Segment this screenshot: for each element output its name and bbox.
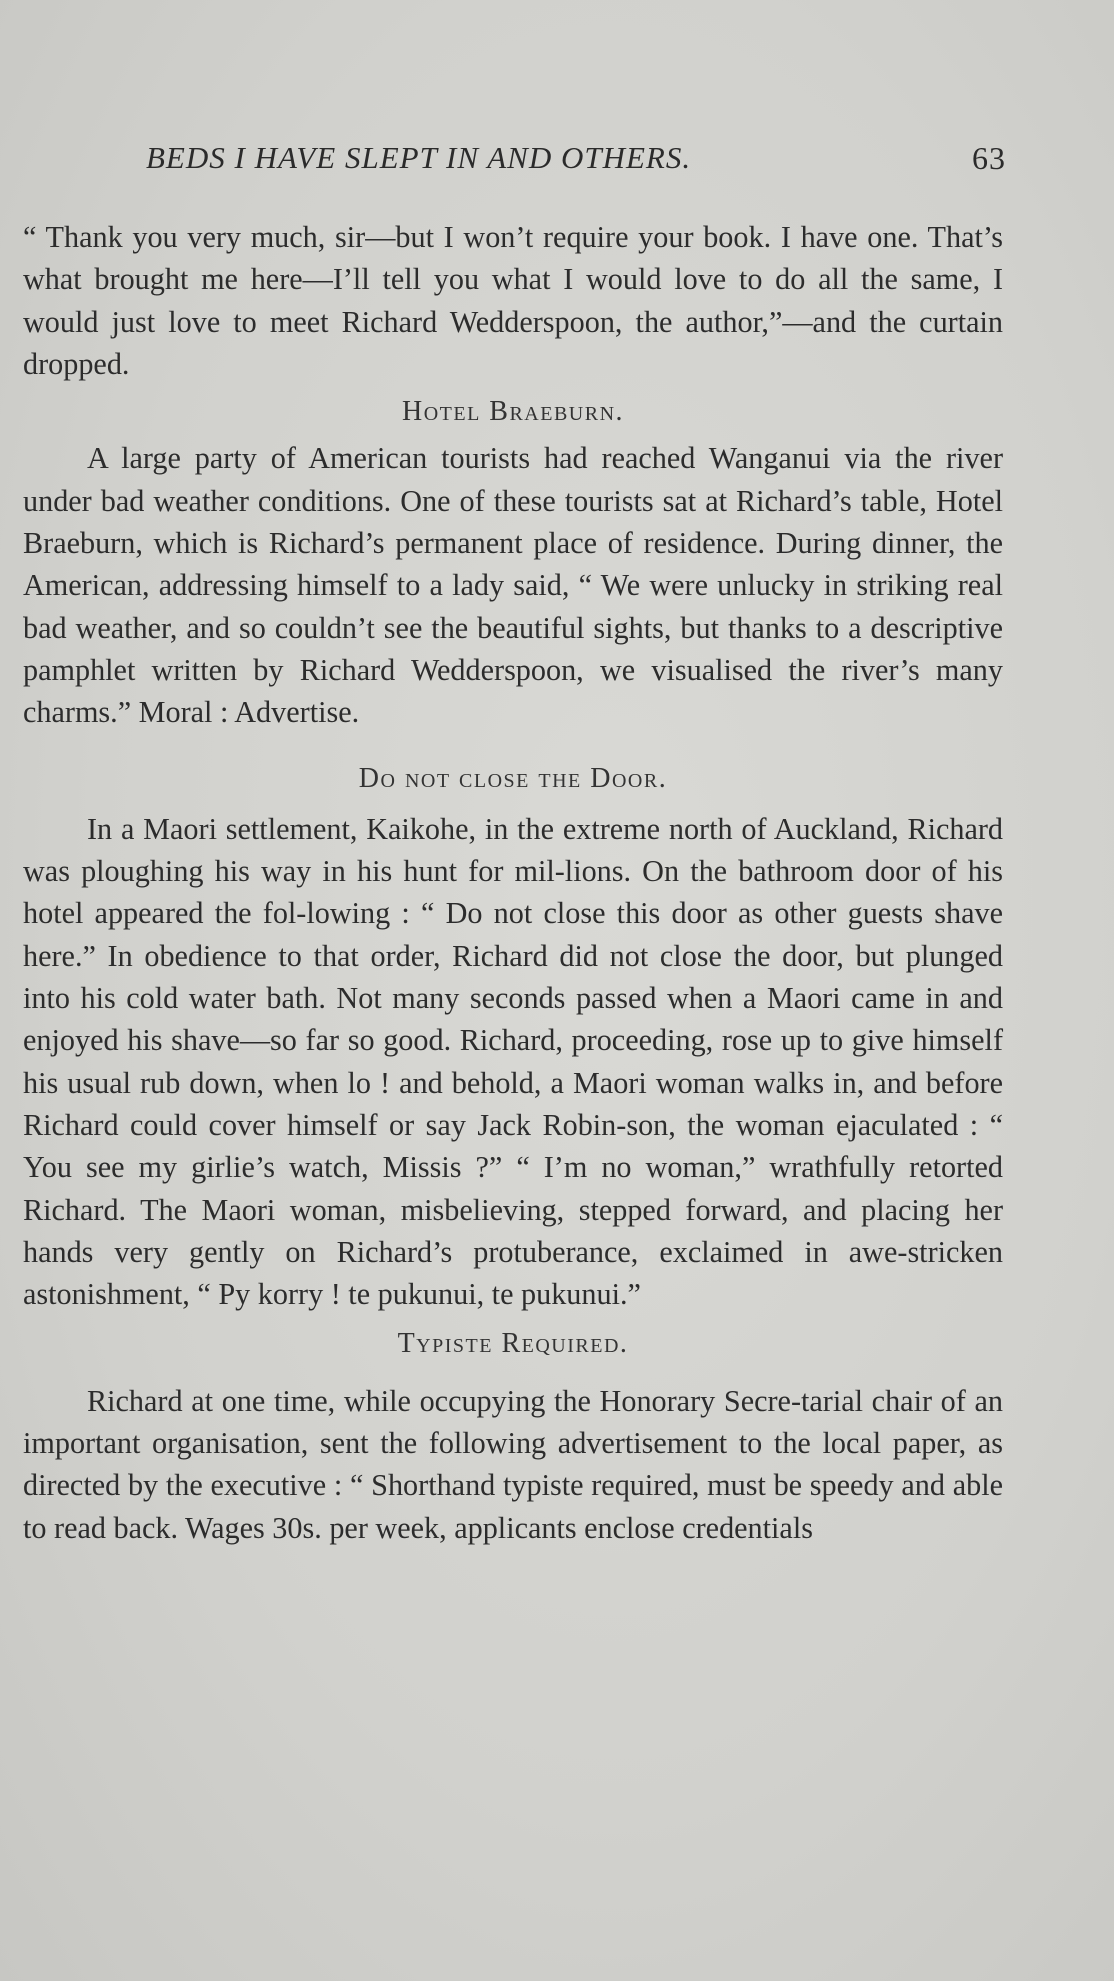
section-heading-do-not-close: Do not close the Door. [358,762,668,794]
running-title: BEDS I HAVE SLEPT IN AND OTHERS. [146,140,692,175]
page-header [146,140,1006,184]
paragraph-1: “ Thank you very much, sir—but I won’t require your book. I have one. That’s what brought me here—I’ll tell you what I would love to do all the same, I would just love to meet Richard Wedderspoon, the author,”—and the curtain dropped. [23,220,1003,381]
paragraph-3: In a Maori settlement, Kaikohe, in the extreme north of Auckland, Richard was ploughing his way in his hunt for mil-lions. On the bathroom door of his hotel appeared the fol-lowing : “ Do not close this door as other guests shave here.” In obedience to that order, Richard did not close the door, but plunged into his cold water bath. Not many seconds passed when a Maori came in and enjoyed his shave—so far so good. Richard, proceeding, rose up to give himself his usual rub down, when lo ! and behold, a Maori woman walks in, and before Richard could cover himself or say Jack Robin-son, the woman ejaculated : “ You see my girlie’s watch, Missis ?” “ I’m no woman,” wrathfully retorted Richard. The Maori woman, misbelieving, stepped forward, and placing her hands very gently on Richard’s protuberance, exclaimed in awe-stricken astonishment, “ Py korry ! te pukunui, te pukunui.” [23,811,1003,1312]
page-number: 63 [972,140,1006,176]
section-heading-typiste-required: Typiste Required. [397,1328,629,1360]
paragraph-4: Richard at one time, while occupying the Honorary Secre-tarial chair of an important organisation, sent the following advertisement to the local paper, as directed by the executive : “ Shorthand typiste required, must be speedy and able to read back. Wages 30s. per week, applicants enclose credentials [23,1383,1003,1545]
paragraph-2: A large party of American tourists had reached Wanganui via the river under bad weather conditions. One of these tourists sat at Richard’s table, Hotel Braeburn, which is Richard’s permanent place of residence. During dinner, the American, addressing himself to a lady said, “ We were unlucky in striking real bad weather, and so couldn’t see the beautiful sights, but thanks to a descriptive pamphlet written by Richard Wedderspoon, we visualised the river’s many charms.” Moral : Advertise. [23,441,1003,730]
body-text [23,216,1003,1549]
section-heading-hotel-braeburn: Hotel Braeburn. [401,396,625,428]
